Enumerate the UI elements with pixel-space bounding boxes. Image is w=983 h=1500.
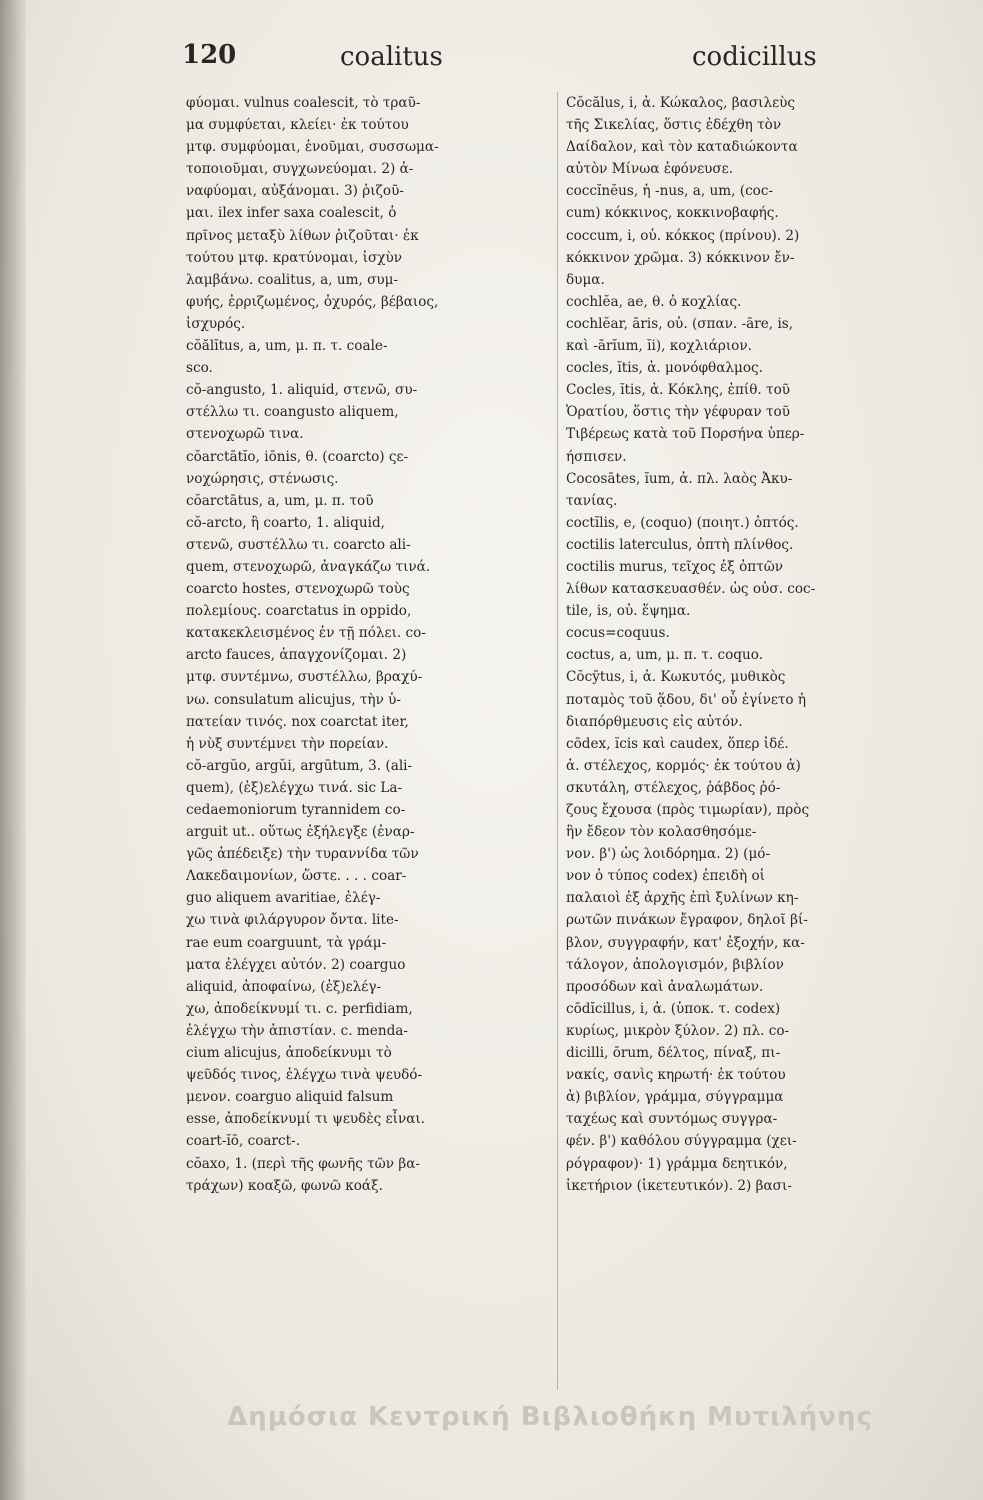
text-line: cōdex, ĭcis καὶ caudex, ὅπερ ἰδέ. [566,735,789,752]
text-line: Τιβέρεως κατὰ τοῦ Πορσήνα ὑπερ- [566,426,805,443]
text-line: μενον. coarguo aliquid falsum [186,1089,394,1106]
text-line: Cŏcălus, i, ἀ. Κώκαλος, βασιλεὺς [566,95,795,111]
text-line: Cocosātes, ĭum, ἀ. πλ. λαὸς Ἀκυ- [566,470,793,487]
text-line: dicilli, ōrum, δέλτος, πίναξ, πι- [566,1045,781,1062]
text-line: βλον, συγγραφήν, κατ' ἐξοχήν, κα- [566,934,805,951]
right-guide-word: codicillus [692,42,817,72]
text-line: τάλογον, ἀπολογισμόν, βιβλίον [566,956,784,973]
library-watermark: Δημόσια Κεντρική Βιβλιοθήκη Μυτιλήνης [227,1402,873,1432]
text-line: ναφύομαι, αὐξάνομαι. 3) ῥιζοῦ- [186,183,404,200]
text-line: cŏarctātus, a, um, μ. π. τοῦ [186,492,374,509]
text-line: νω. consulatum alicujus, τὴν ὑ- [186,691,402,708]
text-line: τανίας. [566,492,618,509]
text-line: quem, στενοχωρῶ, ἀναγκάζω τινά. [186,558,431,575]
text-line: cochlĕar, āris, οὐ. (σπαν. -āre, is, [566,315,794,332]
text-line: ζους ἔχουσα (πρὸς τιμωρίαν), πρὸς [566,802,810,818]
text-line: φέν. β') καθόλου σύγγραμμα (χει- [566,1133,797,1150]
text-line: cŏălĭtus, a, um, μ. π. τ. coale- [186,338,388,355]
text-line: κατακεκλεισμένος ἐν τῇ πόλει. co- [186,625,426,642]
text-line: coctĭlis, e, (coquo) (ποιητ.) ὀπτός. [566,514,799,531]
text-line: παλαιοὶ ἐξ ἀρχῆς ἐπὶ ξυλίνων κη- [566,890,799,907]
text-line: χω τινὰ φιλάργυρον ὄντα. lite- [186,912,399,929]
text-line: rae eum coarguunt, τὰ γράμ- [186,934,387,951]
text-line: μαι. ilex infer saxa coalescit, ὁ [186,205,397,222]
text-line: cŏaxo, 1. (περὶ τῆς φωνῆς τῶν βα- [186,1155,420,1172]
text-line: νον ὁ τύπος codex) ἐπειδὴ οἱ [566,868,765,885]
text-line: σκυτάλη, στέλεχος, ῥάβδος ῥό- [566,779,781,796]
text-line: cium alicujus, ἀποδείκνυμι τὸ [186,1045,392,1062]
text-line: στέλλω τι. coangusto aliquem, [186,404,399,421]
text-line: coccĭnĕus, ἡ -nus, a, um, (coc- [566,183,774,200]
text-line: coctilis murus, τεῖχος ἐξ ὀπτῶν [566,558,784,575]
text-line: λίθων κατασκευασθέν. ὡς οὐσ. coc- [566,581,816,598]
text-line: λαμβάνω. coalitus, a, um, συμ- [186,271,399,288]
text-line: δυμα. [566,271,605,288]
text-line: cŏ-arcto, ἢ coarto, 1. aliquid, [186,514,385,531]
text-line: χω, ἀποδείκνυμί τι. c. perfidiam, [186,1000,413,1017]
page-header [182,40,832,84]
text-line: cocus=coquus. [566,625,670,642]
text-line: coctus, a, um, μ. π. τ. coquo. [566,647,764,664]
text-line: κόκκινον χρῶμα. 3) κόκκινον ἔν- [566,249,795,266]
text-line: cum) κόκκινος, κοκκινοβαφής. [566,205,779,222]
text-line: coarcto hostes, στενοχωρῶ τοὺς [186,581,410,598]
text-line: ψεῦδός τινος, ἐλέγχω τινὰ ψευδό- [186,1067,423,1084]
text-line: ἣν ἔδεον τὸν κολασθησόμε- [566,824,757,841]
text-line: πρῖνος μεταξὺ λίθων ῥιζοῦται· ἐκ [186,227,419,244]
text-line: Cŏcȳtus, i, ἀ. Κωκυτός, μυθικὸς [566,669,786,686]
text-line: τούτου μτφ. κρατύνομαι, ἰσχὺν [186,249,403,266]
text-line: πατείαν τινός. nox coarctat iter, [186,713,409,730]
text-line: τράχων) κοαξῶ, φωνῶ κοάξ. [186,1177,383,1194]
column-divider [557,92,558,1390]
page-number: 120 [182,40,237,70]
text-line: μτφ. συντέμνω, συστέλλω, βραχύ- [186,669,423,686]
text-line: φύομαι. vulnus coalescit, τὸ τραῦ- [186,95,421,111]
text-line: προσόδων καὶ ἀναλωμάτων. [566,978,764,995]
text-line: στενοχωρῶ τινα. [186,426,304,443]
text-line: αὐτὸν Μίνωα ἐφόνευσε. [566,161,734,178]
text-line: ἡ νὺξ συντέμνει τὴν πορείαν. [186,735,389,752]
text-line: νακίς, σανὶς κηρωτή· ἐκ τούτου [566,1067,786,1084]
text-line: ματα ἐλέγχει αὐτόν. 2) coarguo [186,956,406,973]
text-line: coctilis laterculus, ὀπτὴ πλίνθος. [566,536,794,553]
text-line: καὶ -ārĭum, ĭi), κοχλιάριον. [566,338,752,355]
text-line: ἀ) βιβλίον, γράμμα, σύγγραμμα [566,1089,784,1106]
text-line: cŏ-angusto, 1. aliquid, στενῶ, συ- [186,382,418,399]
text-line: ἱκετήριον (ἱκετευτικόν). 2) βασι- [566,1177,792,1194]
text-line: arcto fauces, ἀπαγχονίζομαι. 2) [186,647,407,664]
left-guide-word: coalitus [340,42,443,72]
text-line: quem), (ἐξ)ελέγχω τινά. sic La- [186,779,403,796]
text-line: διαπόρθμευσις εἰς αὐτόν. [566,713,743,730]
text-line: ἰσχυρός. [186,315,246,332]
text-line: γῶς ἀπέδειξε) τὴν τυραννίδα τῶν [186,846,419,863]
text-line: ρωτῶν πινάκων ἔγραφον, δηλοῖ βί- [566,912,808,929]
text-line: ήσπισεν. [566,448,627,465]
right-column [566,92,932,1392]
text-line: cochlĕa, ae, θ. ὁ κοχλίας. [566,293,742,310]
text-line: στενῶ, συστέλλω τι. coarcto ali- [186,536,411,553]
text-line: sco. [186,360,213,377]
text-line: cŏarctātĭo, iōnis, θ. (coarcto) ςε- [186,448,409,465]
text-line: κυρίως, μικρὸν ξύλον. 2) πλ. co- [566,1022,790,1039]
text-line: Δαίδαλον, καὶ τὸν καταδιώκοντα [566,139,798,156]
book-spine-shadow [0,0,26,1500]
left-column [186,92,548,1392]
text-line: Λακεδαιμονίων, ὥστε. . . . coar- [186,868,407,885]
text-line: ἐλέγχω τὴν ἀπιστίαν. c. menda- [186,1022,408,1039]
text-line: ἀ. στέλεχος, κορμός· ἐκ τούτου ἀ) [566,757,801,774]
text-line: νον. β') ὡς λοιδόρημα. 2) (μό- [566,846,771,863]
text-line: guo aliquem avaritiae, ἐλέγ- [186,890,381,907]
text-line: cedaemoniorum tyrannidem co- [186,802,406,818]
text-line: ταχέως καὶ συντόμως συγγρα- [566,1111,778,1128]
text-line: coccum, i, οὐ. κόκκος (πρίνου). 2) [566,227,800,244]
text-line: Cocles, ĭtis, ἀ. Κόκλης, ἐπίθ. τοῦ [566,382,791,399]
text-line: Ὁρατίου, ὅστις τὴν γέφυραν τοῦ [566,404,790,421]
text-line: tile, is, οὐ. ἕψημα. [566,603,691,620]
text-line: μα συμφύεται, κλείει· ἐκ τούτου [186,117,409,134]
text-line: cōdĭcillus, i, ἀ. (ὑποκ. τ. codex) [566,1000,781,1017]
text-line: arguit ut.. οὕτως ἐξήλεγξε (ἐναρ- [186,824,415,841]
text-line: ρόγραφον)· 1) γράμμα δεητικόν, [566,1155,788,1172]
text-line: cocles, ĭtis, ἀ. μονόφθαλμος. [566,360,763,377]
text-line: πολεμίους. coarctatus in oppido, [186,603,412,620]
text-line: esse, ἀποδείκνυμί τι ψευδὲς εἶναι. [186,1111,426,1128]
text-line: τοποιοῦμαι, συγχωνεύομαι. 2) ἀ- [186,161,414,178]
text-line: φυής, ἐρριζωμένος, ὀχυρός, βέβαιος, [186,293,439,310]
text-line: τῆς Σικελίας, ὅστις ἐδέχθη τὸν [566,117,782,134]
text-line: coart-ĭō, coarct-. [186,1133,301,1150]
text-line: νοχώρησις, στένωσις. [186,470,339,487]
text-line: ποταμὸς τοῦ ᾅδου, δι' οὗ ἐγίνετο ἡ [566,691,807,708]
text-line: aliquid, ἀποφαίνω, (ἐξ)ελέγ- [186,978,382,995]
text-line: μτφ. συμφύομαι, ἑνοῦμαι, συσσωμα- [186,139,439,156]
text-line: cŏ-argŭo, argŭi, argūtum, 3. (ali- [186,757,413,774]
